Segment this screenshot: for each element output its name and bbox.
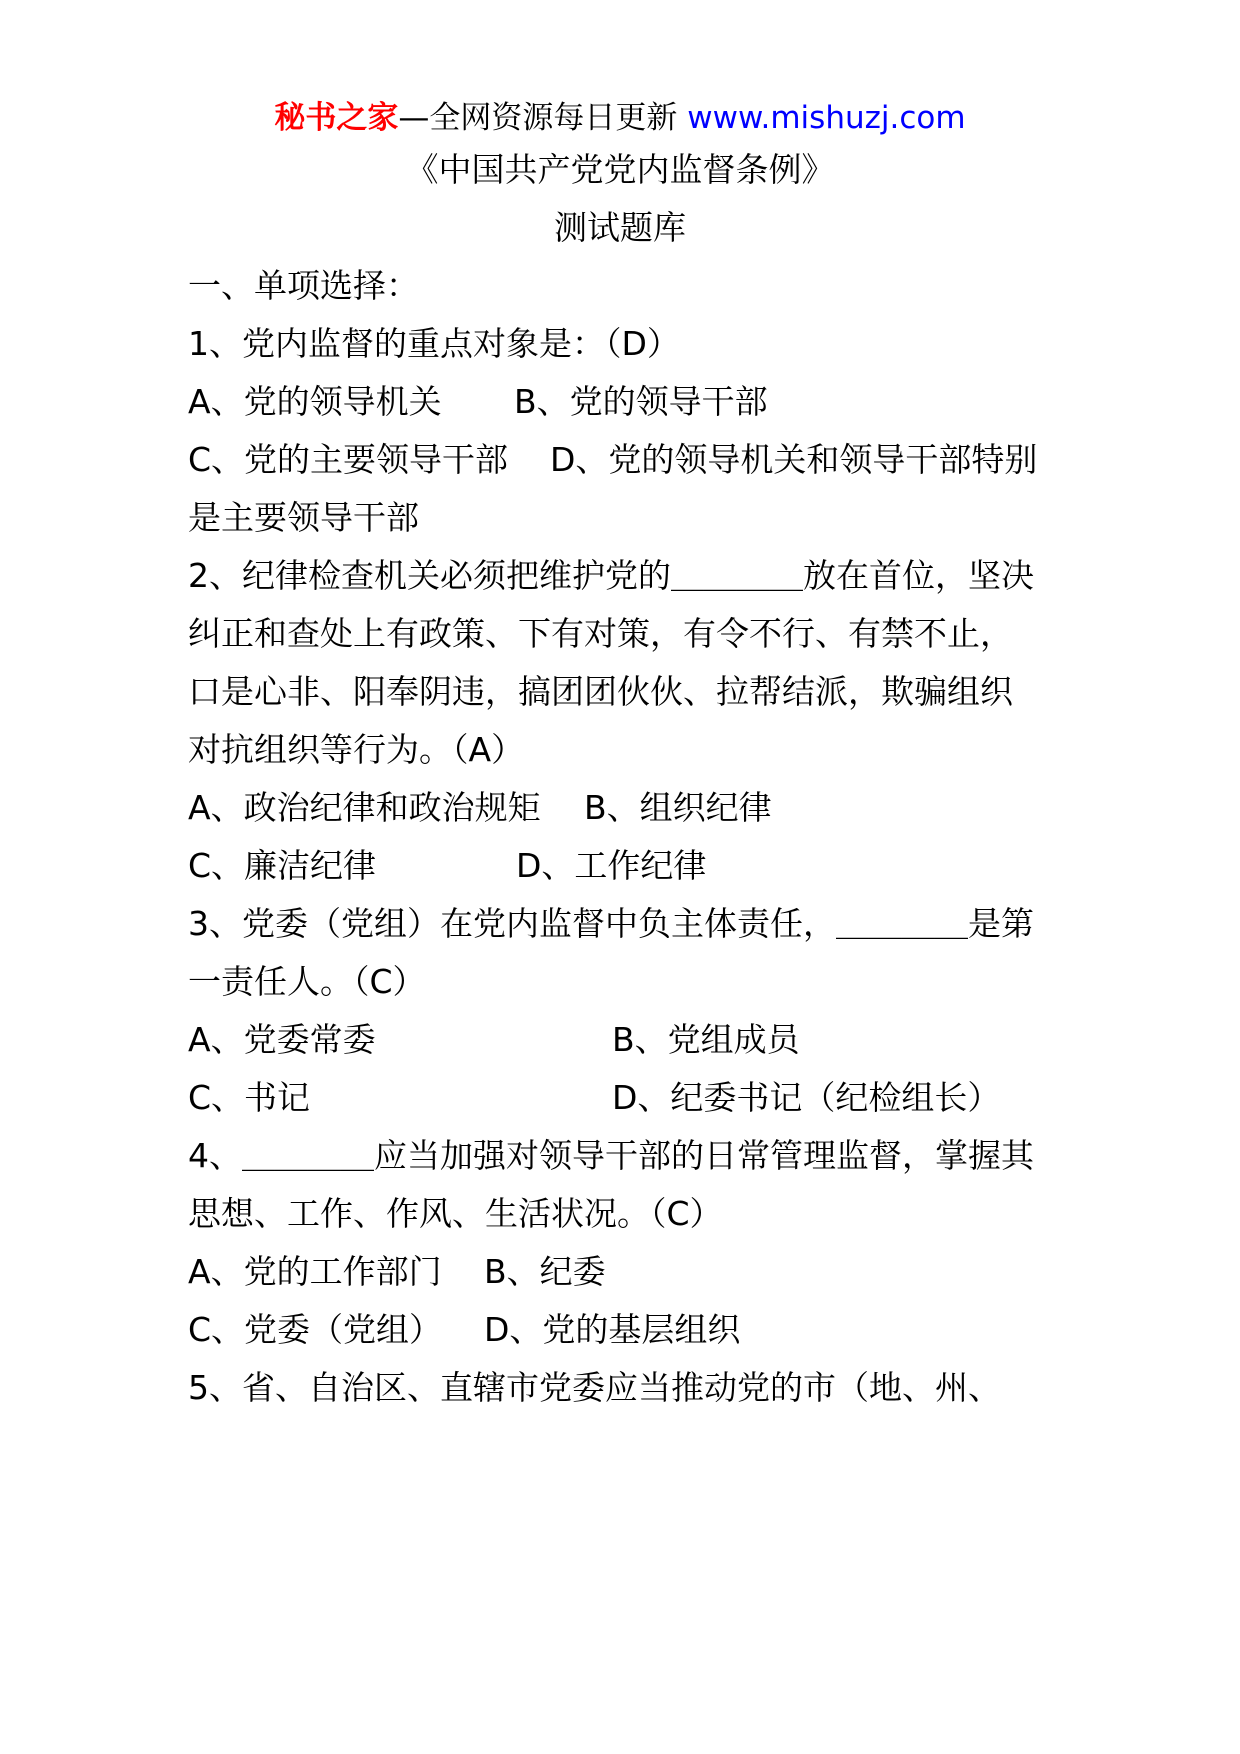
q4-option-c: C、党委（党组） [188,1310,443,1349]
q1-option-b: B、党的领导干部 [514,382,768,421]
q1-option-c: C、党的主要领导干部 [188,440,509,479]
q5-stem-line1: 5、省、自治区、直辖市党委应当推动党的市（地、州、 [188,1368,1001,1407]
doc-subtitle: 测试题库 [554,208,686,247]
q4-option-d: D、党的基层组织 [484,1310,741,1349]
q2-stem-line4: 对抗组织等行为。（A） [188,730,525,769]
q4-stem-line2: 思想、工作、作风、生活状况。（C） [188,1194,723,1233]
q3-option-d: D、纪委书记（纪检组长） [612,1078,1001,1117]
section-heading: 一、单项选择： [188,266,419,305]
q2-option-c: C、廉洁纪律 [188,846,377,885]
q4-option-b: B、纪委 [484,1252,606,1291]
brand-name: 秘书之家 [274,100,399,136]
q4-stem-line1: 4、＿＿＿＿应当加强对领导干部的日常管理监督，掌握其 [188,1136,1034,1175]
q1-option-a: A、党的领导机关 [188,382,442,421]
q2-option-b: B、组织纪律 [584,788,772,827]
site-header [0,98,1240,138]
q1-stem: 1、党内监督的重点对象是：（D） [188,324,680,363]
q3-stem-line2: 一责任人。（C） [188,962,426,1001]
q3-option-c: C、书记 [188,1078,311,1117]
q1-option-d: D、党的领导机关和领导干部特别 [550,440,1038,479]
site-url[interactable]: www.mishuzj.com [687,100,966,136]
q3-stem-line1: 3、党委（党组）在党内监督中负主体责任，＿＿＿＿是第 [188,904,1034,943]
q2-stem-line3: 口是心非、阳奉阴违，搞团团伙伙、拉帮结派，欺骗组织 [188,672,1013,711]
header-tagline: —全网资源每日更新 [398,100,688,136]
q3-option-a: A、党委常委 [188,1020,376,1059]
q2-option-d: D、工作纪律 [516,846,707,885]
q4-option-a: A、党的工作部门 [188,1252,442,1291]
q2-stem-line1: 2、纪律检查机关必须把维护党的＿＿＿＿放在首位，坚决 [188,556,1034,595]
q2-option-a: A、政治纪律和政治规矩 [188,788,541,827]
q1-option-d-cont: 是主要领导干部 [188,498,419,537]
q3-option-b: B、党组成员 [612,1020,800,1059]
doc-title: 《中国共产党党内监督条例》 [405,150,835,189]
q2-stem-line2: 纠正和查处上有政策、下有对策，有令不行、有禁不止， [188,614,1013,653]
